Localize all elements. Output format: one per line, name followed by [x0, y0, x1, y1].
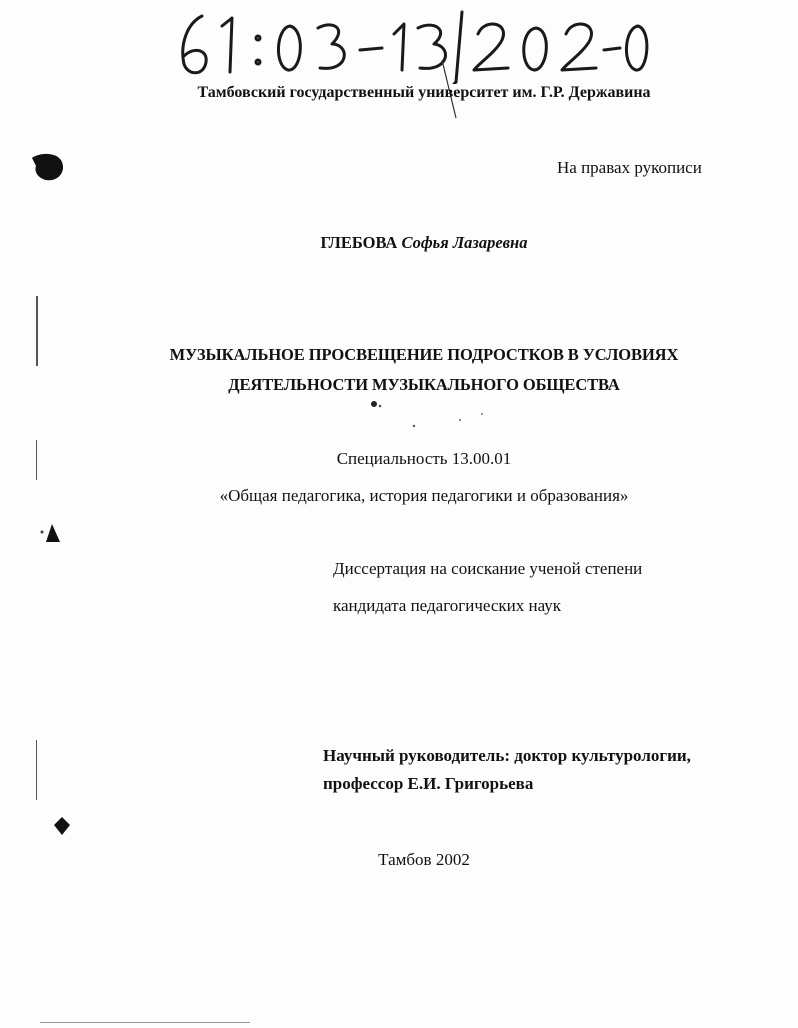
binding-hole-mark: [28, 150, 68, 184]
author-given-names: Софья Лазаревна: [401, 233, 528, 252]
advisor-line-2: профессор Е.И. Григорьева: [323, 774, 534, 793]
dissertation-line-1: Диссертация на соискание ученой степени: [333, 559, 643, 578]
bottom-scan-rule: [40, 1022, 250, 1023]
binding-hole-mark: [50, 815, 72, 837]
thesis-title-line-2: ДЕЯТЕЛЬНОСТИ МУЗЫКАЛЬНОГО ОБЩЕСТВА: [228, 375, 620, 394]
scan-specks: [364, 396, 504, 436]
university-name: Тамбовский государственный университет им. Г.Р. Державина: [197, 84, 651, 101]
author-name: [0, 232, 798, 254]
scan-edge-line: [36, 296, 38, 366]
dissertation-line-2: кандидата педагогических наук: [333, 596, 562, 615]
scan-edge-line: [36, 440, 37, 480]
advisor-line-1: Научный руководитель: доктор культурологии,: [323, 746, 691, 765]
binding-hole-mark: [38, 522, 64, 544]
handwritten-catalog-code: [172, 6, 652, 84]
author-surname: ГЛЕБОВА: [320, 233, 398, 252]
specialty-name: «Общая педагогика, история педагогики и образования»: [219, 486, 629, 505]
thesis-title-line-1: МУЗЫКАЛЬНОЕ ПРОСВЕЩЕНИЕ ПОДРОСТКОВ В УСЛОВИЯХ: [169, 345, 679, 364]
city-year: Тамбов 2002: [378, 850, 470, 869]
manuscript-note: На правах рукописи: [557, 158, 702, 177]
specialty-code: Специальность 13.00.01: [336, 449, 512, 468]
scan-edge-line: [36, 740, 37, 800]
